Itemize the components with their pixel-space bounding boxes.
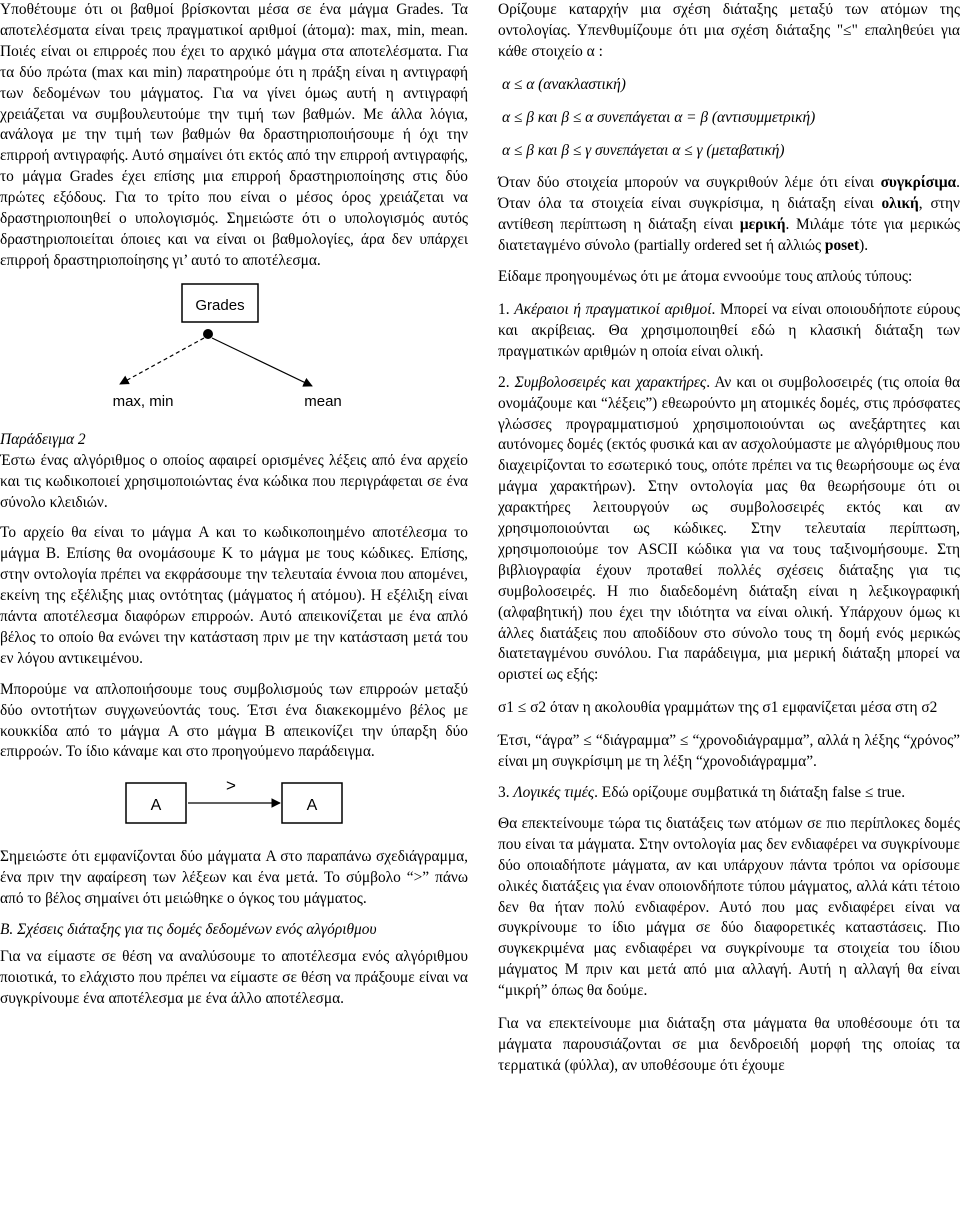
list-item: 3. Λογικές τιμές. Εδώ ορίζουμε συμβατικά τη διάταξη false ≤ true. xyxy=(498,784,906,801)
term-comparable: συγκρίσιμα xyxy=(880,174,957,192)
evolution-diagram xyxy=(0,763,468,837)
section-heading: B. Σχέσεις διάταξης για τις δομές δεδομένων ενός αλγόριθμου xyxy=(0,921,377,939)
mean-label: mean xyxy=(304,392,342,410)
paragraph: Για να επεκτείνουμε μια διάταξη στα μάγματα θα υποθέσουμε ότι τα μάγματα παρουσιάζονται σε μια δενδροειδή μορφή της οποίας τα τερματικά (φύλλα), αν υποθέσουμε ότι έχουμε xyxy=(498,1015,960,1074)
paragraph: Υποθέτουμε ότι οι βαθμοί βρίσκονται μέσα σε ένα μάγμα Grades. Τα αποτελέσματα είναι τρεις πραγματικοί αριθμοί (άτομα): max, min, mean. Ποιές είναι οι επιρροές που έχει το αρχικό μάγμα στα αποτελέσματα. Για τα δύο πρώτα (max και min) παρατηρούμε ότι η πράξη είναι η αντιγραφή των δεδομένων του μάγματος. Για να γίνει όμως αυτή η αντιγραφή χρειάζεται να συμβουλευτούμε την τιμή των βαθμών. Με άλλα λόγια, ανάλογα με την τιμή των βαθμών θα δραστηριοποιήσουμε ή όχι την επιρροή αντιγραφής. Αυτό σημαίνει ότι εκτός από την επιρροή αντιγραφής, το μάγμα Grades έχει επίσης μια επιρροή δραστηριοποίησης στις δύο πρώτες εξόδους. Για το τρίτο που είναι ο μέσος όρος χρειάζεται να δραστηριοποιηθεί ο υπολογισμός. Σημειώστε ότι ο υπολογισμός αυτός δραστηριοποιείται όποιες και να είναι οι βαθμολογίες, άρα δεν υπάρχει επιρροή δραστηριοποίησης γι’ αυτό το αποτέλεσμα. xyxy=(0,1,468,269)
magma-a-before-label: A xyxy=(150,797,162,815)
paragraph: Μπορούμε να απλοποιήσουμε τους συμβολισμούς των επιρροών μεταξύ δύο οντοτήτων συγχωνεύοντάς τους. Έτσι ένα διακεκομμένο βέλος με κουκκίδα από το μάγμα A στο μάγμα B απεικονίζει την ύπαρξη δύο επιρροών. Το ίδιο κάναμε και στο προηγούμενο παράδειγμα. xyxy=(0,680,468,761)
arrow-label: > xyxy=(226,776,236,796)
paragraph: Το αρχείο θα είναι το μάγμα A και το κωδικοποιημένο αποτέλεσμα το μάγμα B. Επίσης θα ονομάσουμε K το μάγμα με τους κώδικες. Επίσης, στην οντολογία πρέπει να εκφράσουμε την τελευταία έννοια που απομένει, εκείνη της εξέλιξης μιας οντότητας (μάγματος ή ατόμου). Η εξέλιξη είναι πάντα αποτέλεσμα διαφόρων επιρροών. Αυτό απεικονίζεται με ένα απλό βέλος το οποίο θα ενώνει την κατάσταση πριν με την κατάσταση μετά του εν λόγου αντικειμένου. xyxy=(0,524,468,667)
formula-antisymmetric: α ≤ β και β ≤ α συνεπάγεται α = β (αντισυμμετρική) xyxy=(502,108,816,126)
max-min-label: max, min xyxy=(112,392,174,410)
paragraph: Σημειώστε ότι εμφανίζονται δύο μάγματα A στο παραπάνω σχεδιάγραμμα, ένα πριν την αφαίρεση των λέξεων και ένα μετά. Το σύμβολο “>” πάνω από το βέλος σημαίνει ότι μειώθηκε ο όγκος του μάγματος. xyxy=(0,848,468,908)
paragraph: Είδαμε προηγουμένως ότι με άτομα εννοούμε τους απλούς τύπους: xyxy=(498,268,913,286)
term-poset: poset xyxy=(824,237,860,255)
formula-reflexive: α ≤ α (ανακλαστική) xyxy=(502,75,626,93)
list-item: 1. Ακέραιοι ή πραγματικοί αριθμοί. Μπορεί να είναι οποιουδήποτε εύρους και ακρίβειας. Θα χρησιμοποιηθεί εδώ η κλασική διάταξη των πραγματικών αριθμών η οποία είναι ολική. xyxy=(498,300,960,360)
term-total: ολική xyxy=(881,195,919,213)
formula-transitive: α ≤ β και β ≤ γ συνεπάγεται α ≤ γ (μεταβατική) xyxy=(502,141,785,159)
paragraph: Για να είμαστε σε θέση να αναλύσουμε το αποτέλεσμα ενός αλγόριθμου ποιοτικά, το ελάχιστο που πρέπει να είμαστε σε θέση να πράξουμε είναι να συγκρίνουμε ένα αποτέλεσμα με ένα άλλο αποτέλεσμα. xyxy=(0,948,468,1007)
example-heading: Παράδειγμα 2 xyxy=(0,430,86,448)
arrow-to-max-min xyxy=(120,338,204,384)
arrow-to-mean xyxy=(212,338,312,386)
paragraph: Έστω ένας αλγόριθμος ο οποίος αφαιρεί ορισμένες λέξεις από ένα αρχείο και τις κωδικοποιεί χρησιμοποιώντας ένα κώδικα που περιγράφεται σε ένα σύνολο κλειδιών. xyxy=(0,451,468,511)
magma-a-after-label: A xyxy=(306,797,318,815)
grades-box-label: Grades xyxy=(195,296,245,314)
source-dot xyxy=(203,329,213,339)
list-item: 2. Συμβολοσειρές και χαρακτήρες. Αν και οι συμβολοσειρές (τις οποία θα ονομάζουμε και “λέξεις”) εθεωρούντο μη ατομικές δομές, στις πρόσφατες γλώσσες προγραμματισμού χρησιμοποιούνται ως ανεξάρτητες και αυτόνομες δομές (εκτός φυσικά και αν ασχολούμαστε με αλγόριθμους που διαχειρίζονται το εσωτερικό τους, οπότε πρέπει να τις θεωρήσουμε ως ένα μάγμα χαρακτήρων). Στην οντολογία μας θα θεωρήσουμε ότι οι χαρακτήρες λειτουργούν ως συμβολοσειρές εκτός και αν χρησιμοποιούνται ως κώδικες. Στην τελευταία περίπτωση, χρησιμοποιούμε τον ASCII κώδικα για να τους ταξινομήσουμε. Στη βιβλιογραφία έχουν προταθεί πολλές σχέσεις διάταξης για τις συμβολοσειρές. Η πιο διαδεδομένη διάταξη είναι η λεξικογραφική (αλφαβητική) που έχει την ιδιότητα να είναι ολική. Υπάρχουν όμως κι άλλες διατάξεις που αποδίδουν στο σύνολο τους τη δομή ενός μερικώς διατεταγμένου συνόλου. Για παράδειγμα, μια μερική διάταξη μπορεί να οριστεί ως εξής: xyxy=(498,373,960,684)
paragraph: Έτσι, “άγρα” ≤ “διάγραμμα” ≤ “χρονοδιάγραμμα”, αλλά η λέξης “χρόνος” είναι μη συγκρίσιμη με τη λέξη “χρονοδιάγραμμα”. xyxy=(498,732,960,771)
left-column xyxy=(0,0,468,1010)
term-partial: μερική xyxy=(739,216,786,234)
paragraph: Θα επεκτείνουμε τώρα τις διατάξεις των ατόμων σε πιο περίπλοκες δομές που είναι τα μάγματα. Στην οντολογία μας δεν ενδιαφέρει να συγκρίνουμε δύο οποιαδήποτε μάγματα, αν και υπάρχουν πάντα τρόποι να ορίσουμε ολικές διατάξεις για έναν οποιονδήποτε τύπου μάγματος, αλλά κάτι τέτοιο δεν θα ήταν πολύ ενδιαφέρον. Αυτό που μας ενδιαφέρει είναι να συγκρίνουμε το ίδιο μάγμα σε δύο διαφορετικές καταστάσεις. Πιο συγκεκριμένα μας ενδιαφέρει να συγκρίνουμε τα στοιχεία του ίδιου μάγματος M πριν και μετά από μια αλλαγή. Αυτή η αλλαγή θα είναι “μικρή” όπως θα δούμε. xyxy=(498,814,960,1000)
paragraph: σ1 ≤ σ2 όταν η ακολουθία γραμμάτων της σ1 εμφανίζεται μέσα στη σ2 xyxy=(498,699,938,717)
right-column xyxy=(498,0,960,1077)
paragraph: Όταν δύο στοιχεία μπορούν να συγκριθούν λέμε ότι είναι συγκρίσιμα. Όταν όλα τα στοιχεία είναι συγκρίσιμα, η διάταξη είναι ολική, στην αντίθεση περίπτωση η διάταξη είναι μερική. Μιλάμε τότε για μερικώς διατεταγμένο σύνολο (partially ordered set ή αλλιώς poset). xyxy=(498,174,960,255)
influence-diagram-grades xyxy=(0,272,468,422)
paragraph: Ορίζουμε καταρχήν μια σχέση διάταξης μεταξύ των ατόμων της οντολογίας. Υπενθυμίζουμε ότι μια σχέση διάταξης "≤" επαληθεύει για κάθε στοιχείο α : xyxy=(498,1,960,60)
